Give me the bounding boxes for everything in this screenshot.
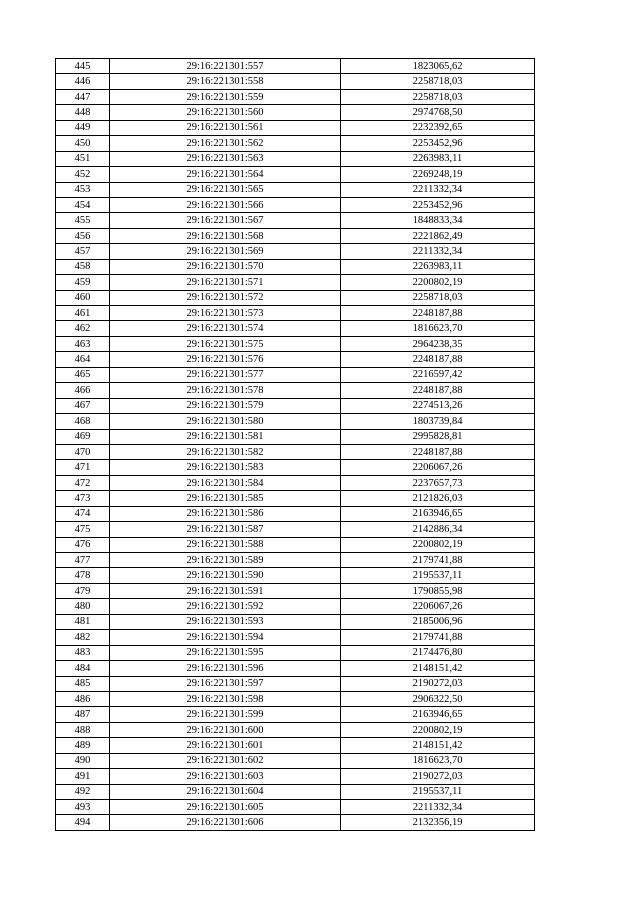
row-number-cell: 454 [56,197,110,212]
cadastral-number-cell: 29:16:221301:574 [110,321,341,336]
cadastral-number-cell: 29:16:221301:562 [110,136,341,151]
row-number-cell: 455 [56,213,110,228]
table-row [56,553,535,568]
cadastral-value-cell: 2142886,34 [341,522,535,537]
cadastral-value-cell: 2206067,26 [341,460,535,475]
cadastral-value-cell: 2179741,88 [341,553,535,568]
row-number-cell: 473 [56,491,110,506]
cadastral-value-cell: 1803739,84 [341,414,535,429]
cadastral-number-cell: 29:16:221301:606 [110,815,341,830]
table-row [56,537,535,552]
cadastral-value-cell: 2216597,42 [341,367,535,382]
table-row [56,182,535,197]
cadastral-number-cell: 29:16:221301:578 [110,383,341,398]
table-row [56,614,535,629]
cadastral-number-cell: 29:16:221301:597 [110,676,341,691]
cadastral-value-cell: 2200802,19 [341,275,535,290]
cadastral-number-cell: 29:16:221301:600 [110,722,341,737]
table-row [56,506,535,521]
cadastral-value-cell: 2211332,34 [341,800,535,815]
cadastral-value-cell: 2906322,50 [341,691,535,706]
row-number-cell: 467 [56,398,110,413]
table-row [56,444,535,459]
table-row [56,738,535,753]
cadastral-value-cell: 2206067,26 [341,599,535,614]
row-number-cell: 484 [56,661,110,676]
row-number-cell: 466 [56,383,110,398]
cadastral-value-cell: 2195537,11 [341,784,535,799]
cadastral-number-cell: 29:16:221301:587 [110,522,341,537]
cadastral-value-cell: 2248187,88 [341,383,535,398]
cadastral-number-cell: 29:16:221301:566 [110,197,341,212]
cadastral-value-cell: 2148151,42 [341,661,535,676]
table-row [56,815,535,830]
table-row [56,522,535,537]
table-row [56,352,535,367]
table-row [56,491,535,506]
row-number-cell: 464 [56,352,110,367]
cadastral-value-cell: 2258718,03 [341,89,535,104]
table-row [56,336,535,351]
row-number-cell: 494 [56,815,110,830]
cadastral-number-cell: 29:16:221301:581 [110,429,341,444]
row-number-cell: 483 [56,645,110,660]
row-number-cell: 463 [56,336,110,351]
table-row [56,429,535,444]
cadastral-number-cell: 29:16:221301:583 [110,460,341,475]
row-number-cell: 474 [56,506,110,521]
row-number-cell: 460 [56,290,110,305]
cadastral-value-cell: 2269248,19 [341,167,535,182]
cadastral-number-cell: 29:16:221301:594 [110,630,341,645]
row-number-cell: 487 [56,707,110,722]
cadastral-number-cell: 29:16:221301:557 [110,59,341,74]
cadastral-value-cell: 2258718,03 [341,74,535,89]
table-row [56,707,535,722]
table-row [56,676,535,691]
cadastral-value-cell: 1848833,34 [341,213,535,228]
row-number-cell: 477 [56,553,110,568]
row-number-cell: 456 [56,228,110,243]
cadastral-number-cell: 29:16:221301:592 [110,599,341,614]
row-number-cell: 485 [56,676,110,691]
table-row [56,383,535,398]
table-row [56,769,535,784]
cadastral-number-cell: 29:16:221301:590 [110,568,341,583]
cadastral-number-cell: 29:16:221301:602 [110,753,341,768]
cadastral-value-cell: 2163946,65 [341,506,535,521]
table-row [56,722,535,737]
table-row [56,151,535,166]
cadastral-number-cell: 29:16:221301:575 [110,336,341,351]
row-number-cell: 461 [56,306,110,321]
cadastral-value-cell: 2274513,26 [341,398,535,413]
cadastral-value-cell: 2263983,11 [341,151,535,166]
row-number-cell: 470 [56,444,110,459]
row-number-cell: 450 [56,136,110,151]
cadastral-value-cell: 2253452,96 [341,197,535,212]
cadastral-number-cell: 29:16:221301:605 [110,800,341,815]
cadastral-number-cell: 29:16:221301:560 [110,105,341,120]
cadastral-number-cell: 29:16:221301:558 [110,74,341,89]
row-number-cell: 446 [56,74,110,89]
cadastral-number-cell: 29:16:221301:559 [110,89,341,104]
cadastral-number-cell: 29:16:221301:576 [110,352,341,367]
row-number-cell: 453 [56,182,110,197]
cadastral-value-cell: 2248187,88 [341,306,535,321]
row-number-cell: 449 [56,120,110,135]
table-row [56,583,535,598]
cadastral-number-cell: 29:16:221301:601 [110,738,341,753]
cadastral-value-cell: 2185006,96 [341,614,535,629]
row-number-cell: 488 [56,722,110,737]
cadastral-value-cell: 2190272,03 [341,769,535,784]
cadastral-number-cell: 29:16:221301:579 [110,398,341,413]
table-row [56,753,535,768]
cadastral-number-cell: 29:16:221301:591 [110,583,341,598]
cadastral-value-cell: 1790855,98 [341,583,535,598]
cadastral-value-cell: 2200802,19 [341,537,535,552]
cadastral-value-cell: 2148151,42 [341,738,535,753]
table-row [56,630,535,645]
table-row [56,367,535,382]
table-row [56,275,535,290]
cadastral-value-cell: 2195537,11 [341,568,535,583]
row-number-cell: 478 [56,568,110,583]
table-row [56,105,535,120]
cadastral-value-cell: 2163946,65 [341,707,535,722]
cadastral-number-cell: 29:16:221301:586 [110,506,341,521]
cadastral-number-cell: 29:16:221301:604 [110,784,341,799]
cadastral-number-cell: 29:16:221301:603 [110,769,341,784]
table-row [56,645,535,660]
row-number-cell: 480 [56,599,110,614]
cadastral-number-cell: 29:16:221301:580 [110,414,341,429]
row-number-cell: 489 [56,738,110,753]
cadastral-number-cell: 29:16:221301:598 [110,691,341,706]
row-number-cell: 482 [56,630,110,645]
table-row [56,213,535,228]
table-row [56,661,535,676]
table-row [56,167,535,182]
cadastral-number-cell: 29:16:221301:571 [110,275,341,290]
cadastral-value-cell: 2237657,73 [341,475,535,490]
row-number-cell: 471 [56,460,110,475]
row-number-cell: 459 [56,275,110,290]
cadastral-number-cell: 29:16:221301:572 [110,290,341,305]
table-row [56,228,535,243]
cadastral-value-cell: 2248187,88 [341,444,535,459]
cadastral-number-cell: 29:16:221301:568 [110,228,341,243]
cadastral-value-cell: 1816623,70 [341,753,535,768]
cadastral-number-cell: 29:16:221301:589 [110,553,341,568]
cadastral-value-cell: 2995828,81 [341,429,535,444]
table-row [56,414,535,429]
cadastral-value-cell: 2179741,88 [341,630,535,645]
row-number-cell: 457 [56,244,110,259]
table-row [56,568,535,583]
row-number-cell: 472 [56,475,110,490]
row-number-cell: 469 [56,429,110,444]
cadastral-number-cell: 29:16:221301:595 [110,645,341,660]
table-row [56,89,535,104]
row-number-cell: 481 [56,614,110,629]
row-number-cell: 476 [56,537,110,552]
row-number-cell: 451 [56,151,110,166]
cadastral-value-cell: 2263983,11 [341,259,535,274]
cadastral-number-cell: 29:16:221301:567 [110,213,341,228]
row-number-cell: 447 [56,89,110,104]
cadastral-number-cell: 29:16:221301:573 [110,306,341,321]
table-row [56,475,535,490]
cadastral-value-cell: 2211332,34 [341,244,535,259]
cadastral-number-cell: 29:16:221301:599 [110,707,341,722]
table-row [56,59,535,74]
table-row [56,259,535,274]
cadastral-number-cell: 29:16:221301:561 [110,120,341,135]
cadastral-value-cell: 2174476,80 [341,645,535,660]
cadastral-number-cell: 29:16:221301:596 [110,661,341,676]
row-number-cell: 468 [56,414,110,429]
table-row [56,244,535,259]
cadastral-value-cell: 2232392,65 [341,120,535,135]
table-row [56,306,535,321]
cadastral-number-cell: 29:16:221301:564 [110,167,341,182]
table-row [56,398,535,413]
cadastral-number-cell: 29:16:221301:563 [110,151,341,166]
cadastral-number-cell: 29:16:221301:577 [110,367,341,382]
table-row [56,74,535,89]
cadastral-number-cell: 29:16:221301:565 [110,182,341,197]
table-row [56,784,535,799]
row-number-cell: 493 [56,800,110,815]
row-number-cell: 448 [56,105,110,120]
cadastral-value-cell: 1823065,62 [341,59,535,74]
cadastral-value-cell: 2253452,96 [341,136,535,151]
cadastral-value-cell: 2121826,03 [341,491,535,506]
cadastral-value-cell: 1816623,70 [341,321,535,336]
table-row [56,136,535,151]
table-row [56,599,535,614]
cadastral-value-cell: 2190272,03 [341,676,535,691]
row-number-cell: 486 [56,691,110,706]
row-number-cell: 479 [56,583,110,598]
table-row [56,321,535,336]
cadastral-value-cell: 2132356,19 [341,815,535,830]
cadastral-value-cell: 2221862,49 [341,228,535,243]
cadastral-number-cell: 29:16:221301:584 [110,475,341,490]
row-number-cell: 475 [56,522,110,537]
cadastral-number-cell: 29:16:221301:588 [110,537,341,552]
table-body [56,59,535,831]
cadastral-number-cell: 29:16:221301:593 [110,614,341,629]
table-row [56,460,535,475]
table-row [56,290,535,305]
row-number-cell: 491 [56,769,110,784]
row-number-cell: 492 [56,784,110,799]
row-number-cell: 458 [56,259,110,274]
cadastral-value-cell: 2200802,19 [341,722,535,737]
cadastral-number-cell: 29:16:221301:582 [110,444,341,459]
cadastral-number-cell: 29:16:221301:569 [110,244,341,259]
table-row [56,120,535,135]
row-number-cell: 452 [56,167,110,182]
document-page [55,58,534,831]
row-number-cell: 490 [56,753,110,768]
cadastral-value-cell: 2974768,50 [341,105,535,120]
row-number-cell: 445 [56,59,110,74]
cadastral-number-cell: 29:16:221301:570 [110,259,341,274]
table-row [56,197,535,212]
row-number-cell: 462 [56,321,110,336]
cadastral-value-cell: 2258718,03 [341,290,535,305]
cadastral-number-cell: 29:16:221301:585 [110,491,341,506]
cadastral-value-cell: 2211332,34 [341,182,535,197]
cadastral-value-cell: 2248187,88 [341,352,535,367]
row-number-cell: 465 [56,367,110,382]
table-row [56,691,535,706]
cadastral-value-cell: 2964238,35 [341,336,535,351]
cadastral-value-table [55,58,535,831]
table-row [56,800,535,815]
